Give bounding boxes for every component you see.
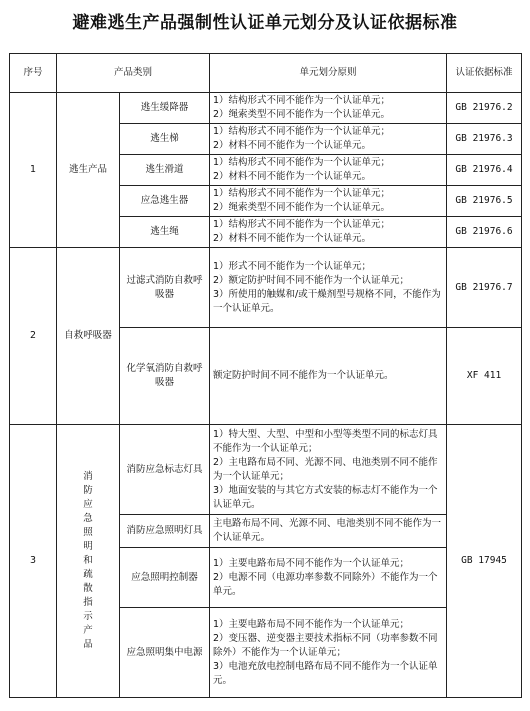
rule-cell [210,515,447,548]
rule-text: 1）结构形式不同不能作为一个认证单元； [213,95,391,106]
category-cell [57,425,120,698]
rule-cell [210,608,447,698]
rule-text: 2）材料不同不能作为一个认证单元。 [213,171,372,182]
rule-text: 主电路布局不同、光源不同、电池类别不同不能作为一个认证单元。 [213,518,442,543]
table-row [10,425,522,515]
product-name: 应急照明控制器 [120,548,210,608]
product-name: 应急照明集中电源 [120,608,210,698]
product-name: 化学氧消防自救呼吸器 [120,328,210,425]
category-vertical-text: 消防应急照明和疏散指示产品 [83,471,93,650]
rule-text: 1）主要电路布局不同不能作为一个认证单元； [213,618,410,630]
rule-text: 1）形式不同不能作为一个认证单元； [213,260,372,272]
header-seq: 序号 [10,54,57,93]
rule-text: 3）电池充放电控制电路布局不同不能作为一个认证单元。 [213,660,438,686]
header-standard: 认证依据标准 [447,54,522,93]
rule-text: 1）结构形式不同不能作为一个认证单元； [213,219,391,230]
product-name: 逃生绳 [120,217,210,248]
table-row [10,248,522,328]
standard-cell: GB 17945 [447,425,522,698]
rule-text: 额定防护时间不同不能作为一个认证单元。 [213,370,394,381]
rule-cell [210,155,447,186]
rule-cell [210,425,447,515]
page-title: 避难逃生产品强制性认证单元划分及认证依据标准 [72,13,458,33]
category-cell: 逃生产品 [57,93,120,248]
rule-cell [210,124,447,155]
rule-text: 2）绳索类型不同不能作为一个认证单元。 [213,202,391,213]
rule-text: 1）结构形式不同不能作为一个认证单元； [213,126,391,137]
rule-text: 1）主要电路布局不同不能作为一个认证单元； [213,557,410,569]
table-row [10,93,522,124]
header-principle: 单元划分原则 [210,54,447,93]
rule-text: 2）绳索类型不同不能作为一个认证单元。 [213,109,391,120]
header-category: 产品类别 [57,54,210,93]
seq-cell: 1 [10,93,57,248]
seq-cell: 2 [10,248,57,425]
rule-text: 2）材料不同不能作为一个认证单元。 [213,233,372,244]
standard-cell: GB 21976.5 [447,186,522,217]
rule-text: 3）所使用的触媒和/或干燥剂型号规格不同，不能作为一个认证单元。 [213,288,441,314]
product-name: 消防应急照明灯具 [120,515,210,548]
rule-text: 2）材料不同不能作为一个认证单元。 [213,140,372,151]
standard-cell: GB 21976.4 [447,155,522,186]
rule-text: 1）结构形式不同不能作为一个认证单元； [213,157,391,168]
rule-text: 2）额定防护时间不同不能作为一个认证单元； [213,274,410,286]
rule-cell [210,248,447,328]
rule-text: 1）特大型、大型、中型和小型等类型不同的标志灯具不能作为一个认证单元； [213,428,438,454]
standard-cell: XF 411 [447,328,522,425]
seq-cell: 3 [10,425,57,698]
rule-text: 2）主电路布局不同、光源不同、电池类别不同不能作为一个认证单元； [213,456,438,482]
rule-cell [210,328,447,425]
product-name: 逃生缓降器 [120,93,210,124]
rule-text: 2）变压器、逆变器主要技术指标不同（功率参数不同除外）不能作为一个认证单元； [213,632,438,658]
rule-cell [210,548,447,608]
standard-cell: GB 21976.2 [447,93,522,124]
header-row [10,54,522,93]
rule-text: 3）地面安装的与其它方式安装的标志灯不能作为一个认证单元。 [213,484,438,510]
rule-cell [210,186,447,217]
rule-cell [210,93,447,124]
standard-cell: GB 21976.6 [447,217,522,248]
standard-cell: GB 21976.7 [447,248,522,328]
rule-text: 1）结构形式不同不能作为一个认证单元； [213,188,391,199]
product-name: 应急逃生器 [120,186,210,217]
category-cell: 自救呼吸器 [57,248,120,425]
rule-cell [210,217,447,248]
product-name: 逃生滑道 [120,155,210,186]
product-name: 逃生梯 [120,124,210,155]
standard-cell: GB 21976.3 [447,124,522,155]
product-name: 过滤式消防自救呼吸器 [120,248,210,328]
certification-table [9,53,522,698]
product-name: 消防应急标志灯具 [120,425,210,515]
rule-text: 2）电源不同（电源功率参数不同除外）不能作为一个单元。 [213,571,438,597]
